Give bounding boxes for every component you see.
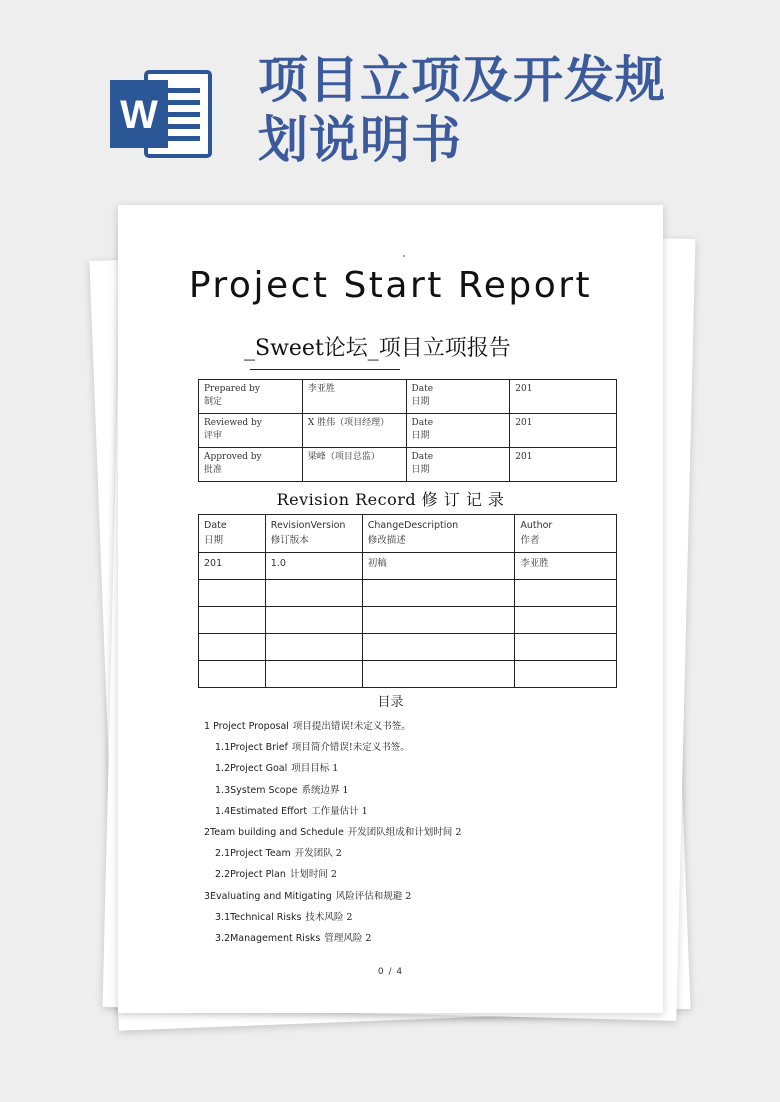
role-label-cn: 制定 [204, 397, 223, 407]
date-label-cn: 日期 [411, 431, 430, 441]
toc-item-cn: 项目目标 1 [291, 763, 339, 775]
role-label-en: Prepared by [204, 384, 260, 394]
toc-item-cn: 项目提出错误!未定义书签。 [292, 721, 411, 732]
toc-item-cn: 开发团队组成和计划时间 2 [347, 826, 462, 838]
toc-item-en: 3Evaluating and Mitigating [204, 890, 332, 902]
header-cn: 修改描述 [367, 535, 406, 546]
revision-cell [265, 661, 362, 688]
toc-item[interactable] [204, 907, 624, 928]
revision-cell [515, 661, 617, 688]
toc-item[interactable] [204, 737, 624, 758]
toc-item-en: 1.1Project Brief [215, 742, 288, 754]
header-en: RevisionVersion [270, 520, 346, 531]
toc-item-cn: 项目简介错误!未定义书签。 [291, 742, 410, 754]
toc-item-en: 3.2Management Risks [215, 932, 321, 944]
approver-name: X 胜伟（项目经理） [307, 418, 390, 428]
revision-cell [265, 634, 362, 661]
date-label-en: Date [411, 452, 434, 462]
toc-item-cn: 开发团队 2 [294, 848, 342, 860]
document-subtitle: _Sweet论坛_项目立项报告 [244, 336, 511, 361]
approval-role-cell [199, 414, 303, 448]
date-value: 201 [515, 418, 533, 428]
role-label-cn: 评审 [204, 431, 223, 441]
revision-header-cell [362, 515, 515, 553]
revision-cell: 1.0 [265, 553, 362, 580]
approval-name-cell [302, 414, 406, 448]
revision-cell [362, 634, 515, 661]
revision-table [198, 514, 617, 688]
approval-row [199, 448, 617, 482]
toc-heading: 目录 [377, 695, 404, 710]
toc-item[interactable] [204, 843, 624, 864]
toc-item[interactable] [204, 822, 624, 843]
revision-cell [515, 634, 617, 661]
toc-item-en: 2Team building and Schedule [204, 826, 344, 838]
revision-cell: 李亚胜 [515, 553, 617, 580]
table-row [199, 580, 617, 607]
approval-row [199, 414, 617, 448]
toc-item-cn: 系统边界 1 [301, 784, 349, 796]
approver-name: 李亚胜 [307, 384, 335, 394]
table-row [199, 634, 617, 661]
header-cn: 日期 [204, 535, 224, 546]
header-en: Date [204, 520, 227, 531]
toc-item-cn: 管理风险 2 [324, 932, 372, 944]
svg-text:W: W [120, 93, 158, 137]
toc-item-en: 3.1Technical Risks [215, 911, 302, 923]
revision-cell [515, 580, 617, 607]
title-line-2: 划说明书 [258, 110, 462, 169]
header-cn: 修订版本 [270, 535, 309, 546]
revision-cell [362, 661, 515, 688]
revision-cell [362, 580, 515, 607]
toc-item[interactable] [204, 864, 624, 885]
date-label-en: Date [411, 384, 434, 394]
date-label-cn: 日期 [411, 397, 430, 407]
toc-item[interactable] [204, 801, 624, 822]
document-page [118, 205, 663, 1013]
revision-header-row [199, 515, 617, 553]
toc-item-en: 2.2Project Plan [215, 869, 286, 881]
date-value: 201 [515, 384, 533, 394]
table-row [199, 607, 617, 634]
approval-date-value-cell [510, 448, 617, 482]
revision-cell [199, 661, 266, 688]
revision-cell [265, 580, 362, 607]
toc-item-cn: 工作量估计 1 [311, 805, 368, 817]
approval-date-value-cell [510, 380, 617, 414]
revision-cell: 初稿 [362, 553, 515, 580]
table-row [199, 661, 617, 688]
date-label-cn: 日期 [411, 465, 430, 475]
approval-row [199, 380, 617, 414]
date-label-en: Date [411, 418, 434, 428]
toc-item[interactable] [204, 716, 624, 737]
word-logo-icon [108, 66, 212, 162]
approval-date-label-cell [406, 414, 510, 448]
revision-cell [362, 607, 515, 634]
revision-cell [265, 607, 362, 634]
approval-date-value-cell [510, 414, 617, 448]
page-title [258, 50, 758, 170]
document-title: Project Start Report [188, 265, 593, 306]
toc-item-en: 1.2Project Goal [215, 763, 288, 775]
role-label-en: Reviewed by [204, 418, 262, 428]
toc-item[interactable] [204, 886, 624, 907]
toc-item-cn: 技术风险 2 [305, 911, 353, 923]
approval-table [198, 379, 617, 482]
approval-name-cell [302, 380, 406, 414]
subtitle-underline [250, 369, 400, 370]
header-cn: 作者 [520, 535, 540, 546]
header-en: ChangeDescription [367, 520, 459, 531]
role-label-en: Approved by [204, 452, 262, 462]
revision-cell: 201 [199, 553, 266, 580]
toc-item-cn: 风险评估和规避 2 [335, 890, 412, 902]
approval-date-label-cell [406, 448, 510, 482]
approval-role-cell [199, 448, 303, 482]
toc-item-en: 1.4Estimated Effort [215, 805, 308, 817]
revision-header-cell [515, 515, 617, 553]
approval-name-cell [302, 448, 406, 482]
revision-cell [199, 580, 266, 607]
toc-item[interactable] [204, 780, 624, 801]
revision-header-cell [265, 515, 362, 553]
table-row [199, 553, 617, 580]
toc-item-en: 1.3System Scope [215, 784, 298, 796]
toc-item[interactable] [204, 928, 624, 949]
table-of-contents [204, 716, 624, 949]
toc-item[interactable] [204, 758, 624, 779]
revision-cell [199, 607, 266, 634]
page-mark [403, 255, 405, 257]
approval-role-cell [199, 380, 303, 414]
revision-cell [199, 634, 266, 661]
revision-cell [515, 607, 617, 634]
approver-name: 梁峰（项目总监） [307, 452, 380, 462]
toc-item-en: 1 Project Proposal [204, 721, 289, 732]
revision-heading: Revision Record 修 订 记 录 [276, 490, 505, 509]
date-value: 201 [515, 452, 533, 462]
revision-header-cell [199, 515, 266, 553]
role-label-cn: 批准 [204, 465, 223, 475]
title-line-1: 项目立项及开发规 [258, 50, 666, 109]
approval-date-label-cell [406, 380, 510, 414]
page-number: 0 / 4 [377, 967, 404, 977]
toc-item-cn: 计划时间 2 [289, 869, 337, 881]
header-en: Author [520, 520, 553, 531]
toc-item-en: 2.1Project Team [215, 848, 291, 860]
